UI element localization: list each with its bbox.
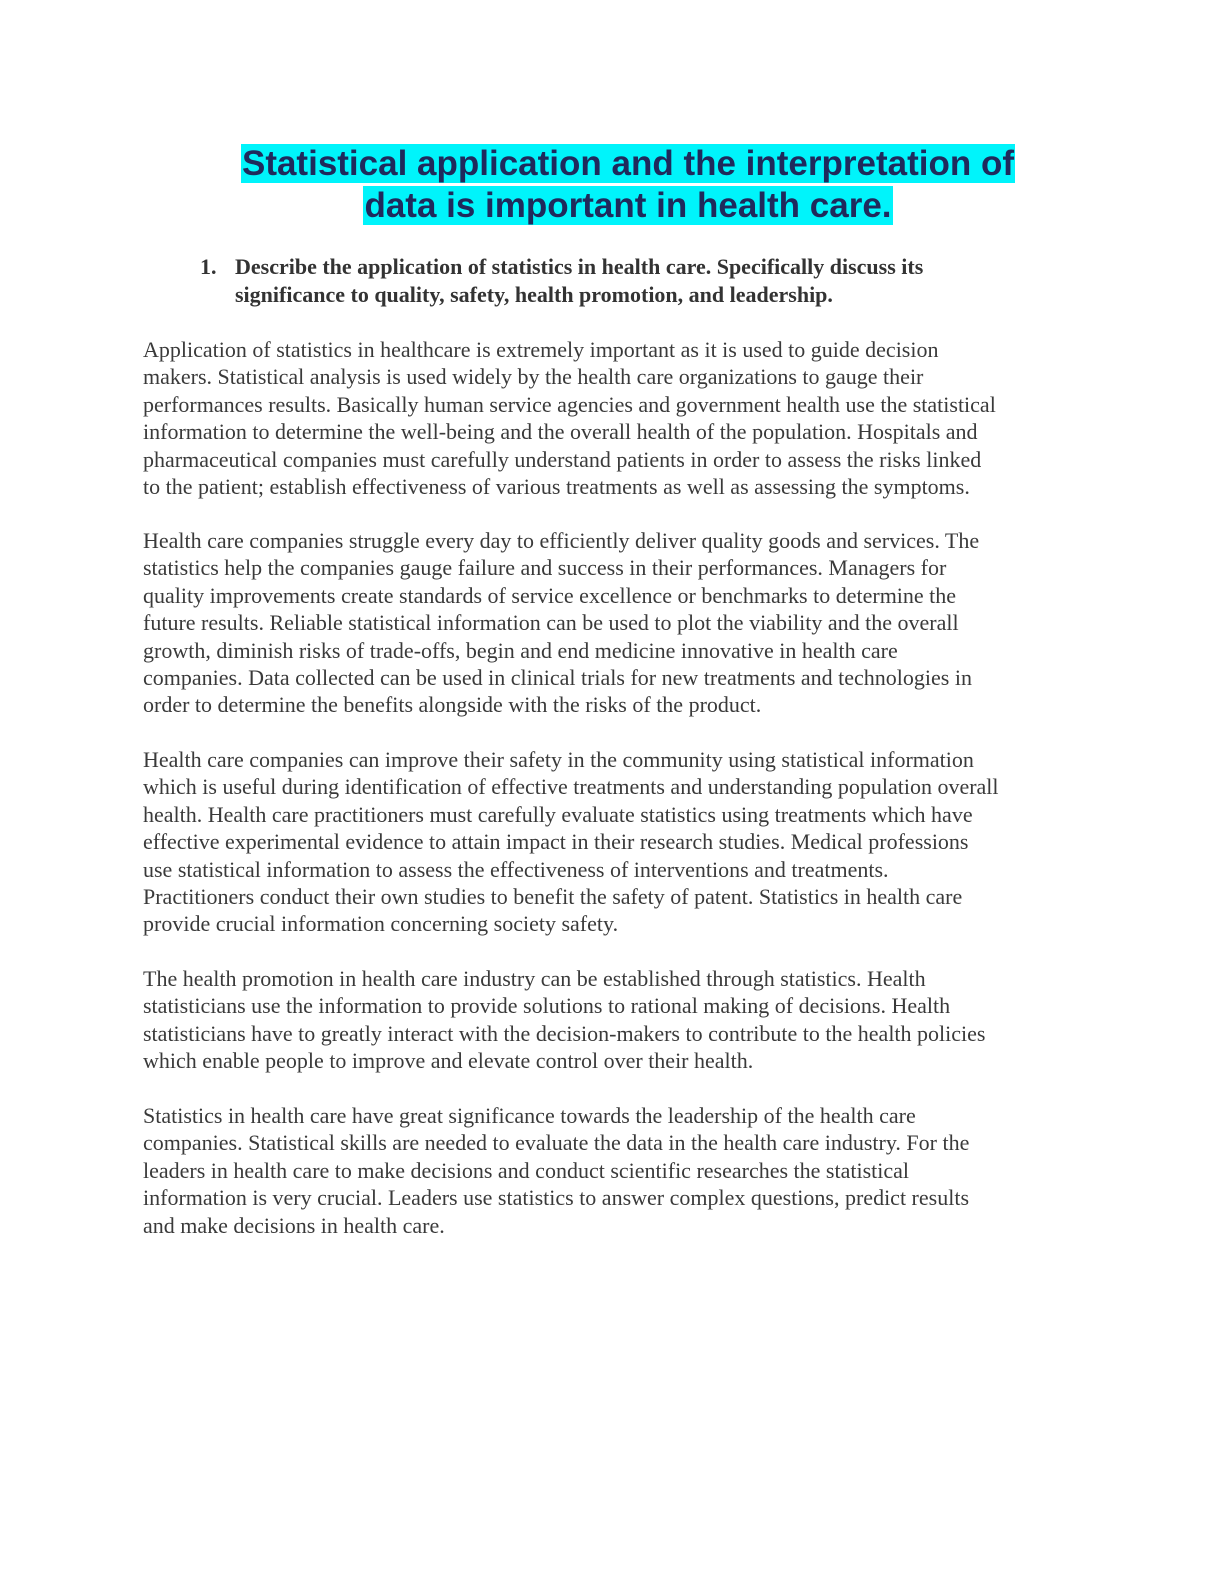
paragraph-line: leaders in health care to make decisions and conduct scientific researches the statistical	[143, 1157, 910, 1183]
question-line-1: Describe the application of statistics in health care. Specifically discuss its	[235, 254, 924, 279]
paragraph-line: pharmaceutical companies must carefully understand patients in order to assess the risks linked	[143, 446, 982, 472]
title-line-2: data is important in health care.	[364, 186, 892, 225]
paragraph-line: information is very crucial. Leaders use statistics to answer complex questions, predict results	[143, 1185, 969, 1211]
paragraph-line: performances results. Basically human service agencies and government health use the statistical	[143, 391, 996, 417]
paragraph-line: Statistics in health care have great significance towards the leadership of the health care	[143, 1103, 916, 1128]
paragraph-line: The health promotion in health care industry can be established through statistics. Health	[143, 966, 926, 991]
paragraph-line: statisticians have to greatly interact with the decision-makers to contribute to the health policies	[143, 1020, 986, 1046]
paragraph-safety	[143, 746, 1073, 938]
paragraph-line: growth, diminish risks of trade-offs, begin and end medicine innovative in health care	[143, 637, 898, 663]
paragraph-line: quality improvements create standards of service excellence or benchmarks to determine the	[143, 582, 957, 608]
question-item-1	[200, 253, 1060, 309]
paragraph-line: use statistical information to assess the effectiveness of interventions and treatments.	[143, 856, 889, 882]
paragraph-line: order to determine the benefits alongside with the risks of the product.	[143, 692, 762, 718]
paragraph-line: which enable people to improve and elevate control over their health.	[143, 1048, 754, 1074]
paragraph-line: and make decisions in health care.	[143, 1212, 445, 1238]
paragraph-application	[143, 336, 1073, 500]
question-line-2: significance to quality, safety, health promotion, and leadership.	[235, 282, 833, 307]
paragraph-health-promotion	[143, 965, 1073, 1075]
paragraph-line: statistics help the companies gauge failure and success in their performances. Managers for	[143, 555, 947, 581]
paragraph-line: statisticians use the information to provide solutions to rational making of decisions. Health	[143, 993, 951, 1019]
paragraph-line: health. Health care practitioners must carefully evaluate statistics using treatments which have	[143, 801, 973, 827]
paragraph-line: future results. Reliable statistical information can be used to plot the viability and the overall	[143, 610, 959, 636]
paragraph-line: companies. Data collected can be used in clinical trials for new treatments and technologies in	[143, 665, 972, 691]
paragraph-line: which is useful during identification of effective treatments and understanding population overall	[143, 774, 999, 800]
document-title	[143, 143, 1113, 227]
paragraph-line: makers. Statistical analysis is used widely by the health care organizations to gauge their	[143, 364, 924, 390]
paragraph-leadership	[143, 1102, 1073, 1239]
paragraph-line: to the patient; establish effectiveness of various treatments as well as assessing the symptoms.	[143, 474, 970, 500]
paragraph-line: effective experimental evidence to attain impact in their research studies. Medical professions	[143, 829, 969, 855]
paragraph-line: Health care companies can improve their safety in the community using statistical information	[143, 747, 974, 772]
paragraph-quality	[143, 527, 1073, 719]
question-number: 1.	[200, 254, 217, 279]
paragraph-line: Practitioners conduct their own studies to benefit the safety of patent. Statistics in health care	[143, 884, 963, 910]
title-line-1: Statistical application and the interpretation of	[241, 144, 1015, 183]
paragraph-line: information to determine the well-being and the overall health of the population. Hospitals and	[143, 419, 978, 445]
paragraph-line: Health care companies struggle every day to efficiently deliver quality goods and services. The	[143, 528, 980, 553]
paragraph-line: provide crucial information concerning society safety.	[143, 911, 619, 937]
paragraph-line: companies. Statistical skills are needed to evaluate the data in the health care industry. For the	[143, 1130, 970, 1156]
paragraph-line: Application of statistics in healthcare is extremely important as it is used to guide decision	[143, 337, 939, 362]
